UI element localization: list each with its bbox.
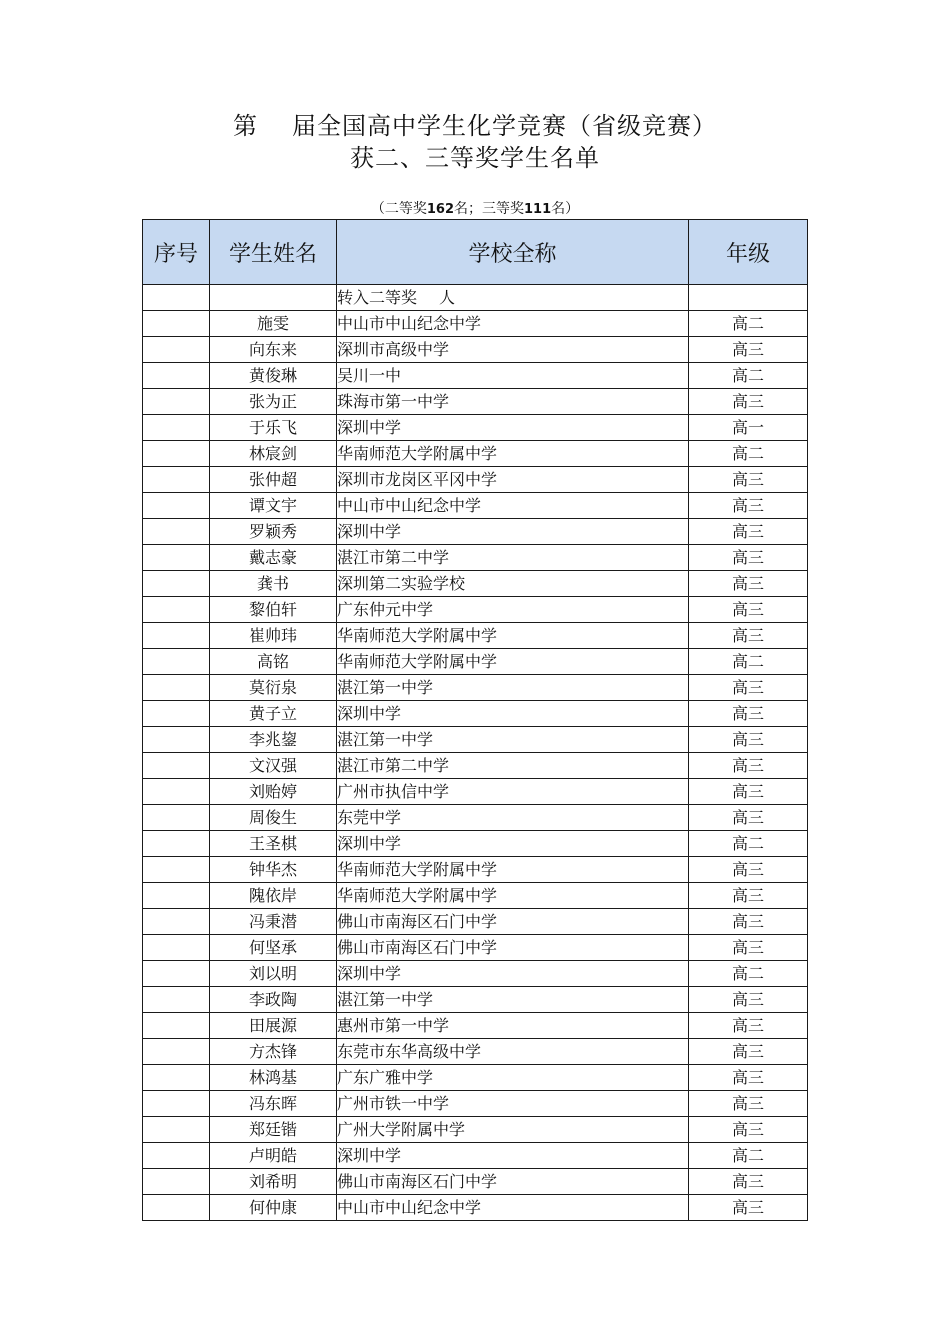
student-name: 冯秉潜 [210,909,337,935]
cell-grade [689,285,808,311]
school-name: 深圳中学 [337,519,689,545]
award-counts [0,199,950,220]
student-name: 龚书 [210,571,337,597]
cell-no [143,649,210,675]
student-name: 周俊生 [210,805,337,831]
school-name: 佛山市南海区石门中学 [337,935,689,961]
grade: 高二 [689,831,808,857]
cell-no [143,909,210,935]
school-name: 惠州市第一中学 [337,1013,689,1039]
cell-no [143,883,210,909]
table-row [143,805,808,831]
school-name: 中山市中山纪念中学 [337,1195,689,1221]
grade: 高三 [689,1091,808,1117]
table-row [143,493,808,519]
cell-no [143,935,210,961]
cell-no [143,597,210,623]
table-row [143,597,808,623]
grade: 高二 [689,363,808,389]
grade: 高三 [689,597,808,623]
grade: 高三 [689,545,808,571]
title-main: 届全国高中学生化学竞赛（省级竞赛） [292,112,717,140]
table-row [143,1091,808,1117]
table-row [143,415,808,441]
school-name: 华南师范大学附属中学 [337,441,689,467]
cell-no [143,441,210,467]
cell-no [143,389,210,415]
header-school: 学校全称 [337,220,689,285]
cell-no [143,1091,210,1117]
school-name: 东莞市东华高级中学 [337,1039,689,1065]
cell-no [143,1039,210,1065]
table-row [143,935,808,961]
table-row [143,1039,808,1065]
school-name: 湛江市第二中学 [337,753,689,779]
student-name: 林宸剑 [210,441,337,467]
section-label [337,285,689,311]
page-subtitle-title: 获二、三等奖学生名单 [350,144,600,172]
table-row [143,727,808,753]
table-body [143,285,808,1221]
table-header-row [143,220,808,285]
school-name: 湛江第一中学 [337,727,689,753]
cell-no [143,415,210,441]
grade: 高二 [689,649,808,675]
grade: 高三 [689,467,808,493]
school-name: 华南师范大学附属中学 [337,649,689,675]
student-name: 郑廷锴 [210,1117,337,1143]
grade: 高三 [689,1013,808,1039]
student-name: 冯东晖 [210,1091,337,1117]
student-name: 何仲康 [210,1195,337,1221]
grade: 高三 [689,1065,808,1091]
grade: 高三 [689,623,808,649]
third-prize-count: 111 [524,202,552,217]
cell-no [143,545,210,571]
school-name: 深圳中学 [337,415,689,441]
student-name: 黄俊琳 [210,363,337,389]
cell-no [143,493,210,519]
table-row [143,883,808,909]
table-row [143,987,808,1013]
table-row [143,1013,808,1039]
grade: 高三 [689,1039,808,1065]
award-counts-mid: 名；三等奖 [454,201,524,217]
school-name: 广州市执信中学 [337,779,689,805]
school-name: 华南师范大学附属中学 [337,883,689,909]
cell-no [143,467,210,493]
table-row [143,571,808,597]
student-name: 于乐飞 [210,415,337,441]
grade: 高二 [689,311,808,337]
cell-no [143,285,210,311]
table-row [143,623,808,649]
student-name: 张仲超 [210,467,337,493]
student-name: 李兆鋆 [210,727,337,753]
table-row [143,909,808,935]
cell-no [143,857,210,883]
table-row [143,311,808,337]
student-name: 刘贻婷 [210,779,337,805]
grade: 高三 [689,909,808,935]
grade: 高三 [689,805,808,831]
cell-no [143,779,210,805]
cell-no [143,727,210,753]
grade: 高三 [689,519,808,545]
school-name: 深圳中学 [337,1143,689,1169]
school-name: 湛江第一中学 [337,675,689,701]
cell-no [143,1169,210,1195]
school-name: 佛山市南海区石门中学 [337,1169,689,1195]
cell-no [143,1065,210,1091]
school-name: 深圳市高级中学 [337,337,689,363]
cell-no [143,701,210,727]
cell-no [143,311,210,337]
student-name: 崔帅玮 [210,623,337,649]
grade: 高一 [689,415,808,441]
student-name: 李政陶 [210,987,337,1013]
title-prefix: 第 [233,112,258,140]
student-name: 田展源 [210,1013,337,1039]
school-name: 吴川一中 [337,363,689,389]
school-name: 湛江市第二中学 [337,545,689,571]
table-row [143,753,808,779]
grade: 高三 [689,857,808,883]
table-row [143,1169,808,1195]
grade: 高三 [689,337,808,363]
school-name: 广州大学附属中学 [337,1117,689,1143]
table-row [143,1143,808,1169]
table-row [143,831,808,857]
grade: 高三 [689,1195,808,1221]
grade: 高三 [689,935,808,961]
cell-no [143,1143,210,1169]
table-row [143,389,808,415]
cell-no [143,675,210,701]
grade: 高三 [689,571,808,597]
cell-no [143,831,210,857]
grade: 高三 [689,675,808,701]
grade: 高三 [689,701,808,727]
table-row [143,1195,808,1221]
grade: 高二 [689,441,808,467]
table-row [143,961,808,987]
table-row [143,519,808,545]
student-name: 文汉强 [210,753,337,779]
cell-no [143,337,210,363]
second-prize-count: 162 [426,202,454,217]
cell-no [143,805,210,831]
table-row [143,649,808,675]
school-name: 佛山市南海区石门中学 [337,909,689,935]
school-name: 中山市中山纪念中学 [337,493,689,519]
grade: 高三 [689,883,808,909]
grade: 高二 [689,1143,808,1169]
student-name: 罗颖秀 [210,519,337,545]
award-counts-open: （二等奖 [370,201,427,217]
cell-no [143,519,210,545]
cell-no [143,753,210,779]
school-name: 华南师范大学附属中学 [337,623,689,649]
table-row [143,467,808,493]
cell-no [143,961,210,987]
cell-no [143,623,210,649]
student-name: 张为正 [210,389,337,415]
school-name: 广东仲元中学 [337,597,689,623]
cell-no [143,571,210,597]
student-name: 刘希明 [210,1169,337,1195]
table-row [143,1117,808,1143]
school-name: 深圳中学 [337,831,689,857]
student-name: 黎伯轩 [210,597,337,623]
grade: 高三 [689,753,808,779]
table-row [143,337,808,363]
student-name: 施雯 [210,311,337,337]
cell-no [143,1195,210,1221]
cell-no [143,987,210,1013]
student-name: 莫衍泉 [210,675,337,701]
student-name: 王圣棋 [210,831,337,857]
grade: 高三 [689,493,808,519]
page-title [0,111,950,141]
table-row [143,545,808,571]
grade: 高三 [689,779,808,805]
school-name: 东莞中学 [337,805,689,831]
student-name: 钟华杰 [210,857,337,883]
school-name: 广东广雅中学 [337,1065,689,1091]
student-name: 向东来 [210,337,337,363]
school-name: 华南师范大学附属中学 [337,857,689,883]
school-name: 深圳第二实验学校 [337,571,689,597]
table-row [143,701,808,727]
student-name: 方杰锋 [210,1039,337,1065]
school-name: 广州市铁一中学 [337,1091,689,1117]
grade: 高三 [689,1117,808,1143]
student-name: 戴志豪 [210,545,337,571]
student-name: 林鸿基 [210,1065,337,1091]
cell-no [143,1013,210,1039]
grade: 高三 [689,1169,808,1195]
header-no: 序号 [143,220,210,285]
award-counts-close: 名） [551,201,580,217]
table-row [143,1065,808,1091]
grade: 高三 [689,727,808,753]
student-name: 隗依岸 [210,883,337,909]
section-label-suffix: 人 [439,288,456,307]
cell-no [143,363,210,389]
school-name: 中山市中山纪念中学 [337,311,689,337]
header-name: 学生姓名 [210,220,337,285]
student-name: 黄子立 [210,701,337,727]
school-name: 深圳市龙岗区平冈中学 [337,467,689,493]
student-name: 刘以明 [210,961,337,987]
header-grade: 年级 [689,220,808,285]
cell-name [210,285,337,311]
section-row [143,285,808,311]
grade: 高三 [689,987,808,1013]
student-name: 何坚承 [210,935,337,961]
school-name: 湛江第一中学 [337,987,689,1013]
table-row [143,857,808,883]
school-name: 深圳中学 [337,961,689,987]
student-name: 卢明皓 [210,1143,337,1169]
school-name: 珠海市第一中学 [337,389,689,415]
student-name: 高铭 [210,649,337,675]
school-name: 深圳中学 [337,701,689,727]
cell-no [143,1117,210,1143]
table-row [143,363,808,389]
section-label-text: 转入二等奖 [337,288,418,307]
grade: 高二 [689,961,808,987]
grade: 高三 [689,389,808,415]
table-row [143,675,808,701]
student-name: 谭文宇 [210,493,337,519]
table-row [143,441,808,467]
student-table [142,219,808,1221]
table-row [143,779,808,805]
